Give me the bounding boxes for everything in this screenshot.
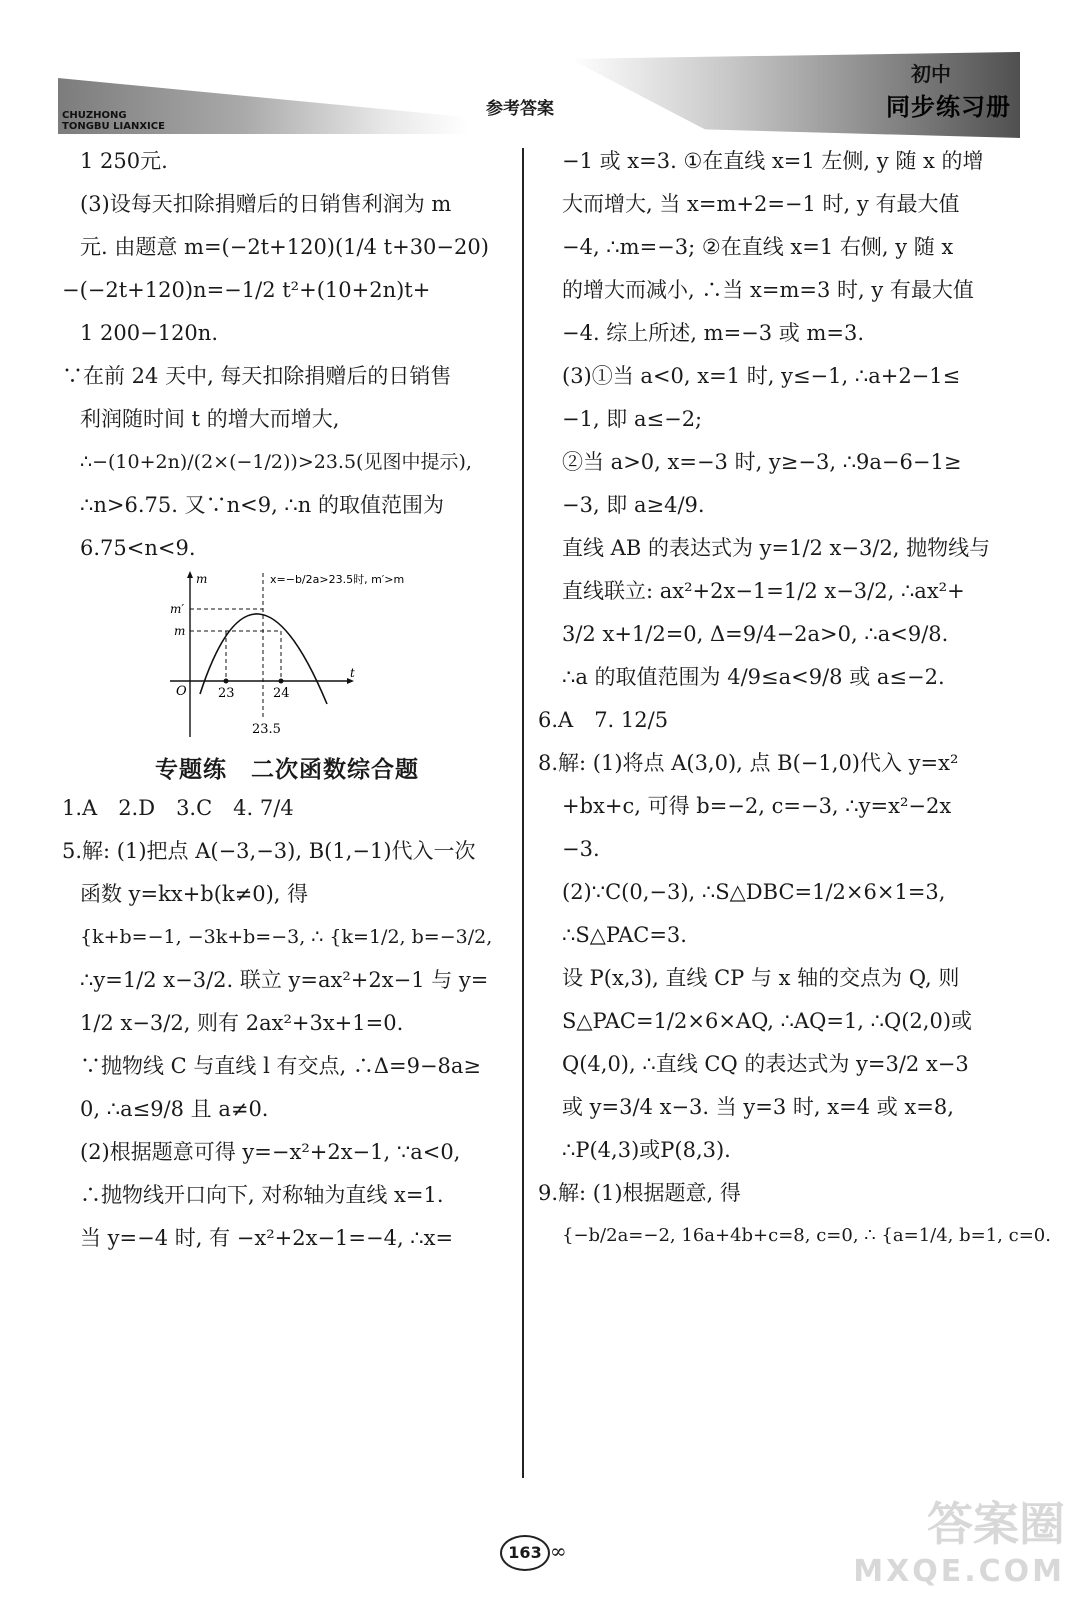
t-axis-label: t [350,666,355,680]
answer-line: {−b/2a=−2, 16a+4b+c=8, c=0, ∴ {a=1/4, b=1, c=0. [562,1225,1051,1246]
answer-line: 8.解: (1)将点 A(3,0), 点 B(−1,0)代入 y=x² [538,751,959,775]
logo-bottom: 同步练习册 [886,93,1011,121]
series-logo [886,58,1011,122]
answer-line: 直线 AB 的表达式为 y=1/2 x−3/2, 抛物线与 [562,536,991,560]
answer-line: ②当 a>0, x=−3 时, y≥−3, ∴9a−6−1≥ [562,450,962,474]
answer-line: (3)设每天扣除捐赠后的日销售利润为 m [80,192,452,216]
answer-line: +bx+c, 可得 b=−2, c=−3, ∴y=x²−2x [562,794,952,818]
answer-line: 设 P(x,3), 直线 CP 与 x 轴的交点为 Q, 则 [562,966,960,990]
answer-line: 的增大而减小, ∴当 x=m=3 时, y 有最大值 [562,278,974,302]
m-prime-label: m′ [170,602,185,616]
answer-line: ∴P(4,3)或P(8,3). [562,1138,731,1162]
watermark-line-1: 答案圈 [927,1497,1065,1551]
answer-line: −4, ∴m=−3; ②在直线 x=1 右侧, y 随 x [562,235,954,259]
watermark [853,1497,1065,1596]
m-label: m [174,624,186,638]
answer-line: 函数 y=kx+b(k≠0), 得 [80,882,309,906]
answer-line: Q(4,0), ∴直线 CQ 的表达式为 y=3/2 x−3 [562,1052,969,1076]
answer-line: −1 或 x=3. ①在直线 x=1 左侧, y 随 x 的增 [562,149,984,173]
answer-line: 利润随时间 t 的增大而增大, [80,407,340,431]
page-footer [500,1535,590,1575]
answer-line: (2)∵C(0,−3), ∴S△DBC=1/2×6×1=3, [562,880,946,904]
point-24 [279,679,284,684]
answer-line: S△PAC=1/2×6×AQ, ∴AQ=1, ∴Q(2,0)或 [562,1009,973,1033]
footer-ornament-icon: ∞ [550,1539,567,1563]
tick-23: 23 [218,686,235,701]
answer-line: 1 200−120n. [80,321,218,345]
series-latin-line-1: CHUZHONG [62,110,127,121]
tick-24: 24 [273,686,290,701]
answer-line: 3/2 x+1/2=0, Δ=9/4−2a>0, ∴a<9/8. [562,622,949,646]
answer-line: 当 y=−4 时, 有 −x²+2x−1=−4, ∴x= [80,1226,454,1250]
answer-line: 6.75<n<9. [80,536,196,560]
answer-line: ∴n>6.75. 又∵n<9, ∴n 的取值范围为 [80,493,444,517]
answer-line: −(−2t+120)n=−1/2 t²+(10+2n)t+ [62,278,431,302]
answer-line: ∴a 的取值范围为 4/9≤a<9/8 或 a≤−2. [562,665,945,689]
answer-line: {k+b=−1, −3k+b=−3, ∴ {k=1/2, b=−3/2, [80,926,493,948]
m-axis-arrow [187,571,193,578]
answer-line: ∴抛物线开口向下, 对称轴为直线 x=1. [80,1183,444,1207]
m-axis-label: m [196,572,208,586]
answer-line: −3. [562,837,600,861]
origin-label: O [176,684,187,699]
answer-line: 大而增大, 当 x=m+2=−1 时, y 有最大值 [562,192,960,216]
answer-line: 或 y=3/4 x−3. 当 y=3 时, x=4 或 x=8, [562,1095,954,1119]
answer-line: ∵抛物线 C 与直线 l 有交点, ∴Δ=9−8a≥ [80,1054,482,1078]
answer-line: −1, 即 a≤−2; [562,407,703,431]
watermark-line-2: MXQE.COM [853,1554,1065,1589]
answer-line: 元. 由题意 m=(−2t+120)(1/4 t+30−20) [80,235,489,259]
series-latin-line-2: TONGBU LIANXICE [62,121,165,132]
page-number: 163 [500,1535,550,1571]
answer-line: 0, ∴a≤9/8 且 a≠0. [80,1097,269,1121]
section-title: 专题练 二次函数综合题 [155,757,419,783]
answer-line: −3, 即 a≥4/9. [562,493,705,517]
page-header [0,0,1083,140]
answer-line: ∴−(10+2n)/(2×(−1/2))>23.5(见图中提示), [80,451,472,473]
answer-line: 1.A 2.D 3.C 4. 7/4 [62,796,294,820]
tick-23-5: 23.5 [252,722,281,737]
answer-line: 9.解: (1)根据题意, 得 [538,1181,741,1205]
answer-line: −4. 综上所述, m=−3 或 m=3. [562,321,865,345]
answer-line: 5.解: (1)把点 A(−3,−3), B(1,−1)代入一次 [62,839,476,863]
answer-line: 1 250元. [80,149,168,173]
column-divider [522,148,524,1478]
answer-line: ∵在前 24 天中, 每天扣除捐赠后的日销售 [62,364,452,388]
answer-line: ∴y=1/2 x−3/2. 联立 y=ax²+2x−1 与 y= [80,968,489,992]
logo-top: 初中 [911,62,951,86]
answer-line: 1/2 x−3/2, 则有 2ax²+3x+1=0. [80,1011,404,1035]
parabola-graph [142,569,405,747]
left-column [62,146,512,1253]
answer-line: (3)①当 a<0, x=1 时, y≤−1, ∴a+2−1≤ [562,364,961,388]
page-title: 参考答案 [486,99,554,119]
vertex-annotation: x=−b/2a>23.5时, m′>m [270,573,405,586]
answer-line: 6.A 7. 12/5 [538,708,669,732]
answer-line: ∴S△PAC=3. [562,923,687,947]
answer-line: (2)根据题意可得 y=−x²+2x−1, ∵a<0, [80,1140,461,1164]
point-23 [224,679,229,684]
answer-line: 直线联立: ax²+2x−1=1/2 x−3/2, ∴ax²+ [562,579,965,603]
right-column [538,146,1051,1251]
series-latin-name [62,110,165,132]
